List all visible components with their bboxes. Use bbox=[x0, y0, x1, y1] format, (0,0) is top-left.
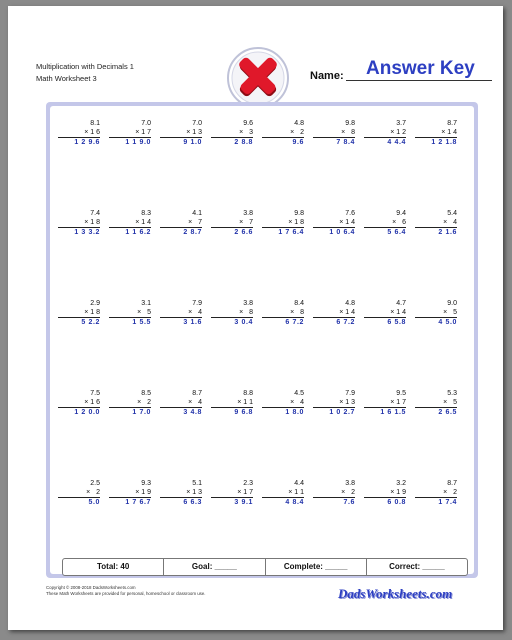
problem-1 bbox=[58, 120, 100, 148]
problem-answer: 9 6.8 bbox=[234, 409, 253, 416]
problem-multiplicand: 7.4 bbox=[90, 210, 100, 217]
problem-8 bbox=[415, 120, 457, 148]
problem-multiplicand: 3.8 bbox=[243, 300, 253, 307]
problem-multiplier: × 1 4 bbox=[313, 219, 355, 229]
problem-answer: 4 5.0 bbox=[438, 319, 457, 326]
problem-multiplicand: 9.8 bbox=[345, 120, 355, 127]
problem-multiplicand: 7.6 bbox=[345, 210, 355, 217]
problem-6 bbox=[313, 120, 355, 148]
problem-multiplicand: 4.5 bbox=[294, 390, 304, 397]
problem-32 bbox=[415, 390, 457, 418]
problem-multiplier: × 8 bbox=[262, 309, 304, 319]
problem-multiplicand: 4.7 bbox=[396, 300, 406, 307]
problem-answer: 1 3 3.2 bbox=[74, 229, 100, 236]
problem-answer: 1 1 9.0 bbox=[125, 139, 151, 146]
problem-multiplicand: 9.3 bbox=[141, 480, 151, 487]
problem-multiplier: × 2 bbox=[313, 489, 355, 499]
problem-5 bbox=[262, 120, 304, 148]
problem-multiplier: × 1 4 bbox=[313, 309, 355, 319]
problem-multiplicand: 8.5 bbox=[141, 390, 151, 397]
problem-answer: 9 1.0 bbox=[183, 139, 202, 146]
problem-answer: 7.6 bbox=[343, 499, 355, 506]
red-x-icon bbox=[226, 46, 290, 110]
problem-14 bbox=[313, 210, 355, 238]
problem-multiplier: × 7 bbox=[160, 219, 202, 229]
name-field-line bbox=[346, 80, 492, 81]
problem-2 bbox=[109, 120, 151, 148]
problem-multiplier: × 1 1 bbox=[262, 489, 304, 499]
problem-multiplier: × 4 bbox=[415, 219, 457, 229]
problem-24 bbox=[415, 300, 457, 328]
problem-multiplicand: 4.4 bbox=[294, 480, 304, 487]
problem-answer: 2 8.8 bbox=[234, 139, 253, 146]
problem-answer: 6 0.8 bbox=[387, 499, 406, 506]
problem-answer: 1 6 1.5 bbox=[380, 409, 406, 416]
problem-multiplier: × 4 bbox=[160, 399, 202, 409]
problem-multiplier: × 8 bbox=[211, 309, 253, 319]
problem-answer: 1 7 6.4 bbox=[278, 229, 304, 236]
problem-multiplicand: 2.9 bbox=[90, 300, 100, 307]
copyright-line-1: Copyright © 2008-2018 DadsWorksheets.com bbox=[46, 585, 136, 590]
correct-cell: Correct: _____ bbox=[389, 562, 445, 571]
problem-multiplier: × 1 8 bbox=[58, 219, 100, 229]
problem-multiplier: × 5 bbox=[415, 399, 457, 409]
problem-multiplicand: 9.4 bbox=[396, 210, 406, 217]
problem-multiplicand: 7.9 bbox=[345, 390, 355, 397]
problem-25 bbox=[58, 390, 100, 418]
problem-answer: 4 8.4 bbox=[285, 499, 304, 506]
copyright-line-2: These Math Worksheets are provided for personal, homeschool or classroom use. bbox=[46, 591, 206, 596]
problem-multiplier: × 1 8 bbox=[262, 219, 304, 229]
problem-multiplicand: 8.4 bbox=[294, 300, 304, 307]
problem-answer: 3 1.6 bbox=[183, 319, 202, 326]
problem-13 bbox=[262, 210, 304, 238]
problem-multiplicand: 8.1 bbox=[90, 120, 100, 127]
problem-answer: 1 7 6.7 bbox=[125, 499, 151, 506]
problem-multiplier: × 1 6 bbox=[58, 129, 100, 139]
problem-multiplier: × 5 bbox=[415, 309, 457, 319]
problem-answer: 7 8.4 bbox=[336, 139, 355, 146]
problem-multiplier: × 4 bbox=[262, 399, 304, 409]
problem-multiplier: × 1 1 bbox=[211, 399, 253, 409]
problem-multiplicand: 4.1 bbox=[192, 210, 202, 217]
problem-35 bbox=[160, 480, 202, 508]
problems-grid bbox=[50, 106, 474, 574]
problem-multiplicand: 7.9 bbox=[192, 300, 202, 307]
problem-11 bbox=[160, 210, 202, 238]
problem-multiplicand: 3.2 bbox=[396, 480, 406, 487]
problem-answer: 1 0 2.7 bbox=[329, 409, 355, 416]
problem-multiplier: × 1 4 bbox=[415, 129, 457, 139]
problem-answer: 1 2 9.6 bbox=[74, 139, 100, 146]
problem-answer: 2 8.7 bbox=[183, 229, 202, 236]
problem-23 bbox=[364, 300, 406, 328]
problem-multiplier: × 2 bbox=[109, 399, 151, 409]
problem-4 bbox=[211, 120, 253, 148]
problem-36 bbox=[211, 480, 253, 508]
problem-multiplier: × 7 bbox=[211, 219, 253, 229]
problem-answer: 6 7.2 bbox=[285, 319, 304, 326]
problem-multiplicand: 8.7 bbox=[447, 120, 457, 127]
problem-multiplicand: 9.5 bbox=[396, 390, 406, 397]
problem-19 bbox=[160, 300, 202, 328]
problem-38 bbox=[313, 480, 355, 508]
problem-21 bbox=[262, 300, 304, 328]
problem-multiplier: × 1 4 bbox=[109, 219, 151, 229]
problem-9 bbox=[58, 210, 100, 238]
name-label: Name: bbox=[310, 70, 344, 82]
problem-answer: 3 4.8 bbox=[183, 409, 202, 416]
problem-3 bbox=[160, 120, 202, 148]
problem-multiplier: × 8 bbox=[313, 129, 355, 139]
problem-multiplier: × 5 bbox=[109, 309, 151, 319]
problem-answer: 5.0 bbox=[88, 499, 100, 506]
problem-multiplier: × 1 3 bbox=[313, 399, 355, 409]
problem-multiplicand: 8.8 bbox=[243, 390, 253, 397]
problem-multiplier: × 1 3 bbox=[160, 129, 202, 139]
problem-answer: 9.6 bbox=[292, 139, 304, 146]
problem-multiplier: × 1 9 bbox=[109, 489, 151, 499]
problem-26 bbox=[109, 390, 151, 418]
problem-33 bbox=[58, 480, 100, 508]
problem-multiplier: × 3 bbox=[211, 129, 253, 139]
problem-39 bbox=[364, 480, 406, 508]
problems-frame bbox=[46, 102, 478, 578]
problem-multiplicand: 9.8 bbox=[294, 210, 304, 217]
problem-answer: 2 6.5 bbox=[438, 409, 457, 416]
problem-multiplicand: 3.8 bbox=[345, 480, 355, 487]
problem-multiplier: × 2 bbox=[415, 489, 457, 499]
problem-answer: 4 4.4 bbox=[387, 139, 406, 146]
problem-answer: 1 2 1.8 bbox=[431, 139, 457, 146]
problem-12 bbox=[211, 210, 253, 238]
problem-answer: 1 8.0 bbox=[285, 409, 304, 416]
problem-answer: 3 0.4 bbox=[234, 319, 253, 326]
problem-27 bbox=[160, 390, 202, 418]
problem-multiplier: × 1 4 bbox=[364, 309, 406, 319]
problem-multiplier: × 1 7 bbox=[211, 489, 253, 499]
worksheet-title: Multiplication with Decimals 1 bbox=[36, 62, 134, 71]
problem-answer: 1 7.0 bbox=[132, 409, 151, 416]
problem-multiplier: × 1 7 bbox=[364, 399, 406, 409]
goal-cell: Goal: _____ bbox=[164, 559, 265, 575]
problem-31 bbox=[364, 390, 406, 418]
problem-multiplier: × 1 6 bbox=[58, 399, 100, 409]
problem-multiplier: × 6 bbox=[364, 219, 406, 229]
problem-20 bbox=[211, 300, 253, 328]
problem-multiplier: × 1 7 bbox=[109, 129, 151, 139]
problem-answer: 1 7.4 bbox=[438, 499, 457, 506]
problem-multiplier: × 1 2 bbox=[364, 129, 406, 139]
problem-answer: 1 5.5 bbox=[132, 319, 151, 326]
problem-multiplicand: 2.3 bbox=[243, 480, 253, 487]
problem-multiplier: × 4 bbox=[160, 309, 202, 319]
problem-7 bbox=[364, 120, 406, 148]
score-bar bbox=[62, 558, 468, 576]
worksheet-page bbox=[8, 6, 503, 630]
problem-28 bbox=[211, 390, 253, 418]
problem-multiplier: × 1 3 bbox=[160, 489, 202, 499]
problem-15 bbox=[364, 210, 406, 238]
problem-answer: 6 6.3 bbox=[183, 499, 202, 506]
problem-multiplier: × 2 bbox=[262, 129, 304, 139]
problem-answer: 1 1 6.2 bbox=[125, 229, 151, 236]
complete-cell: Complete: _____ bbox=[266, 559, 367, 575]
problem-17 bbox=[58, 300, 100, 328]
problem-multiplicand: 4.8 bbox=[294, 120, 304, 127]
problem-multiplicand: 7.0 bbox=[192, 120, 202, 127]
problem-multiplicand: 8.7 bbox=[447, 480, 457, 487]
problem-multiplier: × 1 9 bbox=[364, 489, 406, 499]
problem-29 bbox=[262, 390, 304, 418]
problem-multiplicand: 5.1 bbox=[192, 480, 202, 487]
problem-answer: 1 2 0.0 bbox=[74, 409, 100, 416]
problem-multiplicand: 3.7 bbox=[396, 120, 406, 127]
problem-multiplicand: 4.8 bbox=[345, 300, 355, 307]
problem-multiplicand: 5.4 bbox=[447, 210, 457, 217]
problem-10 bbox=[109, 210, 151, 238]
problem-multiplicand: 7.5 bbox=[90, 390, 100, 397]
problem-answer: 2 1.6 bbox=[438, 229, 457, 236]
problem-multiplicand: 2.5 bbox=[90, 480, 100, 487]
problem-answer: 2 6.6 bbox=[234, 229, 253, 236]
problem-30 bbox=[313, 390, 355, 418]
problem-multiplicand: 3.1 bbox=[141, 300, 151, 307]
answer-key-label: Answer Key bbox=[366, 58, 475, 79]
problem-multiplier: × 2 bbox=[58, 489, 100, 499]
problem-answer: 3 9.1 bbox=[234, 499, 253, 506]
problem-multiplicand: 7.0 bbox=[141, 120, 151, 127]
problem-answer: 5 6.4 bbox=[387, 229, 406, 236]
problem-16 bbox=[415, 210, 457, 238]
problem-multiplier: × 1 8 bbox=[58, 309, 100, 319]
worksheet-subtitle: Math Worksheet 3 bbox=[36, 74, 97, 83]
problem-answer: 6 5.8 bbox=[387, 319, 406, 326]
total-cell: Total: 40 bbox=[63, 559, 164, 575]
problem-answer: 6 7.2 bbox=[336, 319, 355, 326]
dadsworksheets-logo: DadsWorksheets.com bbox=[338, 586, 453, 601]
problem-multiplicand: 9.0 bbox=[447, 300, 457, 307]
problem-18 bbox=[109, 300, 151, 328]
problem-multiplicand: 5.3 bbox=[447, 390, 457, 397]
problem-multiplicand: 8.3 bbox=[141, 210, 151, 217]
problem-multiplicand: 9.6 bbox=[243, 120, 253, 127]
problem-answer: 5 2.2 bbox=[81, 319, 100, 326]
problem-40 bbox=[415, 480, 457, 508]
problem-37 bbox=[262, 480, 304, 508]
problem-answer: 1 0 6.4 bbox=[329, 229, 355, 236]
problem-multiplicand: 3.8 bbox=[243, 210, 253, 217]
problem-34 bbox=[109, 480, 151, 508]
problem-multiplicand: 8.7 bbox=[192, 390, 202, 397]
copyright-notice bbox=[46, 585, 206, 597]
problem-22 bbox=[313, 300, 355, 328]
